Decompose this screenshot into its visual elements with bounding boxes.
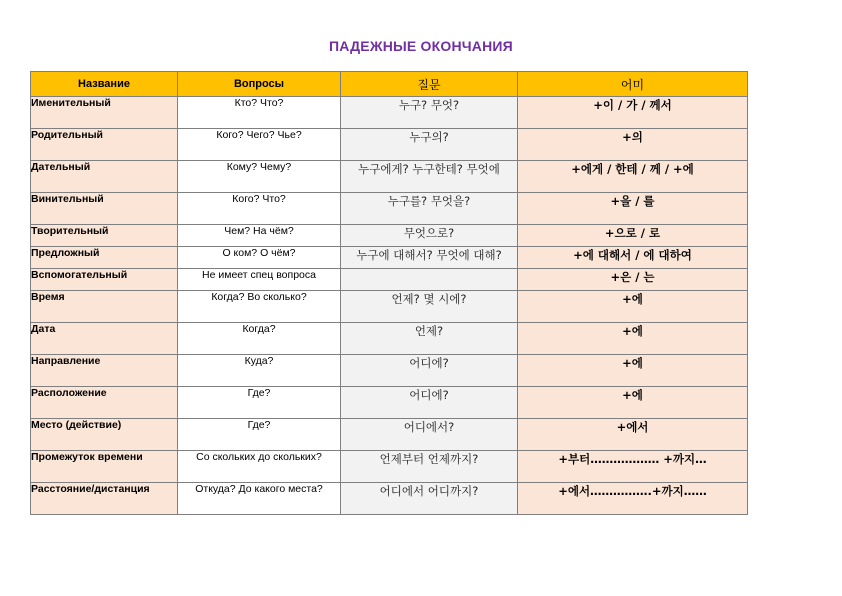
ending-cell: +에 xyxy=(518,387,748,419)
header-name: Название xyxy=(31,72,178,97)
page-title: ПАДЕЖНЫЕ ОКОНЧАНИЯ xyxy=(329,38,513,54)
case-name-cell: Промежуток времени xyxy=(31,451,178,483)
table-row xyxy=(31,323,748,355)
question-cell: Кому? Чему? xyxy=(178,161,341,193)
korean-question-cell: 누구를? 무엇을? xyxy=(341,193,518,225)
question-cell: Кого? Чего? Чье? xyxy=(178,129,341,161)
ending-cell: +에게 / 한테 / 께 / +에 xyxy=(518,161,748,193)
question-cell: Не имеет спец вопроса xyxy=(178,269,341,291)
question-cell: Кого? Что? xyxy=(178,193,341,225)
question-cell: Куда? xyxy=(178,355,341,387)
question-cell: Где? xyxy=(178,387,341,419)
case-endings-table xyxy=(30,71,748,515)
ending-cell: +에 대해서 / 에 대하여 xyxy=(518,247,748,269)
case-name-cell: Вспомогательный xyxy=(31,269,178,291)
table-row xyxy=(31,193,748,225)
korean-question-cell: 누구의? xyxy=(341,129,518,161)
table-header-row xyxy=(31,72,748,97)
header-endings: 어미 xyxy=(518,72,748,97)
case-name-cell: Дательный xyxy=(31,161,178,193)
table-row xyxy=(31,225,748,247)
ending-cell: +에 xyxy=(518,355,748,387)
table-row xyxy=(31,387,748,419)
table-row xyxy=(31,483,748,515)
table-row xyxy=(31,269,748,291)
table-row xyxy=(31,419,748,451)
korean-question-cell: 어디에서 어디까지? xyxy=(341,483,518,515)
case-name-cell: Расстояние/дистанция xyxy=(31,483,178,515)
korean-question-cell: 어디에? xyxy=(341,355,518,387)
korean-question-cell xyxy=(341,269,518,291)
case-name-cell: Дата xyxy=(31,323,178,355)
question-cell: Откуда? До какого места? xyxy=(178,483,341,515)
case-name-cell: Родительный xyxy=(31,129,178,161)
case-name-cell: Предложный xyxy=(31,247,178,269)
question-cell: Чем? На чём? xyxy=(178,225,341,247)
table-row xyxy=(31,451,748,483)
case-name-cell: Направление xyxy=(31,355,178,387)
question-cell: Когда? Во сколько? xyxy=(178,291,341,323)
korean-question-cell: 어디에서? xyxy=(341,419,518,451)
question-cell: О ком? О чём? xyxy=(178,247,341,269)
ending-cell: +에 xyxy=(518,323,748,355)
korean-question-cell: 언제? xyxy=(341,323,518,355)
header-questions: Вопросы xyxy=(178,72,341,97)
case-name-cell: Время xyxy=(31,291,178,323)
case-name-cell: Расположение xyxy=(31,387,178,419)
ending-cell: +의 xyxy=(518,129,748,161)
table-row xyxy=(31,161,748,193)
table-row xyxy=(31,355,748,387)
case-name-cell: Место (действие) xyxy=(31,419,178,451)
table-row xyxy=(31,129,748,161)
korean-question-cell: 언제부터 언제까지? xyxy=(341,451,518,483)
ending-cell: +을 / 를 xyxy=(518,193,748,225)
ending-cell: +에서 xyxy=(518,419,748,451)
case-name-cell: Винительный xyxy=(31,193,178,225)
ending-cell: +이 / 가 / 께서 xyxy=(518,97,748,129)
case-name-cell: Именительный xyxy=(31,97,178,129)
ending-cell: +으로 / 로 xyxy=(518,225,748,247)
korean-question-cell: 누구? 무엇? xyxy=(341,97,518,129)
korean-question-cell: 어디에? xyxy=(341,387,518,419)
korean-question-cell: 언제? 몇 시에? xyxy=(341,291,518,323)
ending-cell: +은 / 는 xyxy=(518,269,748,291)
question-cell: Где? xyxy=(178,419,341,451)
header-korean-questions: 질문 xyxy=(341,72,518,97)
table-row xyxy=(31,247,748,269)
question-cell: Со скольких до скольких? xyxy=(178,451,341,483)
table-row xyxy=(31,291,748,323)
question-cell: Когда? xyxy=(178,323,341,355)
question-cell: Кто? Что? xyxy=(178,97,341,129)
korean-question-cell: 누구에 대해서? 무엇에 대해? xyxy=(341,247,518,269)
ending-cell: +부터……………… +까지… xyxy=(518,451,748,483)
korean-question-cell: 무엇으로? xyxy=(341,225,518,247)
korean-question-cell: 누구에게? 누구한테? 무엇에 xyxy=(341,161,518,193)
ending-cell: +에 xyxy=(518,291,748,323)
table-row xyxy=(31,97,748,129)
ending-cell: +에서…………….+까지…… xyxy=(518,483,748,515)
case-name-cell: Творительный xyxy=(31,225,178,247)
